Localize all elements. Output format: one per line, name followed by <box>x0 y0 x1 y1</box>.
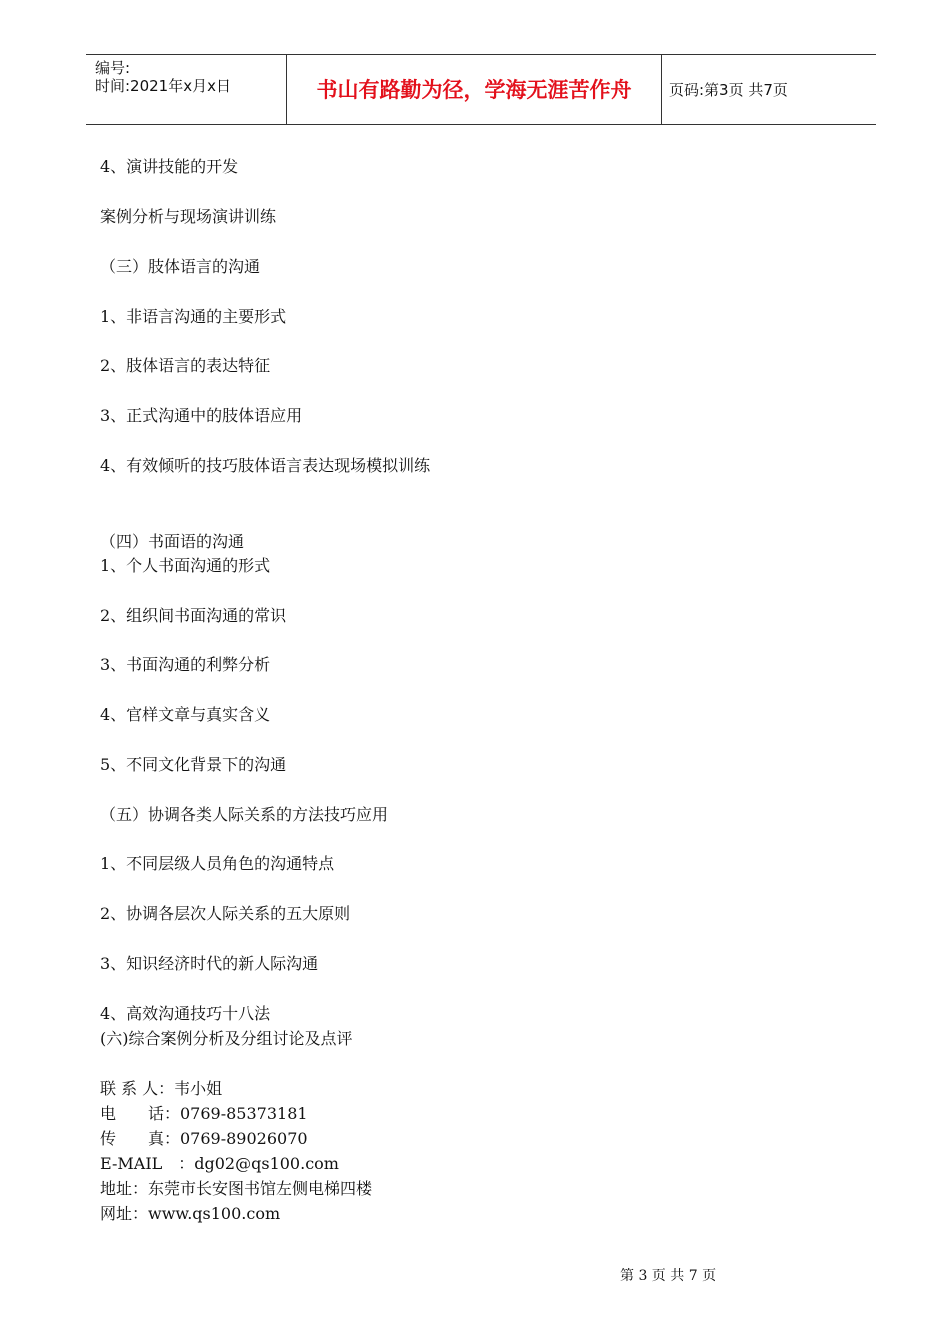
header-motto: 书山有路勤为径，学海无涯苦作舟 <box>316 78 632 102</box>
section-heading: （四）书面语的沟通 <box>100 532 245 551</box>
body-line: 4、演讲技能的开发 <box>100 157 239 176</box>
time-label: 时间:2021年x月x日 <box>95 77 231 95</box>
body-line: 4、官样文章与真实含义 <box>100 705 271 724</box>
body-line: 2、组织间书面沟通的常识 <box>100 606 287 625</box>
contact-fax: 传 真：0769-89026070 <box>100 1129 308 1148</box>
body-line: 1、不同层级人员角色的沟通特点 <box>100 854 335 873</box>
serial-number-label: 编号: <box>95 59 131 77</box>
body-line: 5、不同文化背景下的沟通 <box>100 755 287 774</box>
body-line: 2、协调各层次人际关系的五大原则 <box>100 904 351 923</box>
contact-website: 网址：www.qs100.com <box>100 1204 281 1223</box>
body-line: 3、正式沟通中的肢体语应用 <box>100 406 303 425</box>
header-page-number: 页码:第3页 共7页 <box>669 81 788 99</box>
contact-email: E-MAIL ：dg02@qs100.com <box>100 1154 339 1173</box>
body-line: 4、高效沟通技巧十八法 <box>100 1004 271 1023</box>
footer-page-indicator: 第 3 页 共 7 页 <box>620 1268 717 1284</box>
page-header <box>86 54 876 125</box>
section-heading: (六)综合案例分析及分组讨论及点评 <box>100 1029 353 1048</box>
section-heading: （五）协调各类人际关系的方法技巧应用 <box>100 805 389 824</box>
header-page-cell <box>661 55 876 124</box>
body-line: 1、非语言沟通的主要形式 <box>100 307 287 326</box>
contact-phone: 电 话：0769-85373181 <box>100 1104 308 1123</box>
body-line: 2、肢体语言的表达特征 <box>100 356 271 375</box>
section-heading: （三）肢体语言的沟通 <box>100 257 261 276</box>
body-line: 3、书面沟通的利弊分析 <box>100 655 271 674</box>
contact-person: 联 系 人：韦小姐 <box>100 1079 223 1098</box>
body-line: 1、个人书面沟通的形式 <box>100 556 271 575</box>
contact-address: 地址：东莞市长安图书馆左侧电梯四楼 <box>100 1179 373 1198</box>
body-line: 4、有效倾听的技巧肢体语言表达现场模拟训练 <box>100 456 431 475</box>
header-motto-cell <box>286 55 662 124</box>
header-info-cell <box>86 55 286 124</box>
body-line: 3、知识经济时代的新人际沟通 <box>100 954 319 973</box>
body-line: 案例分析与现场演讲训练 <box>100 207 277 226</box>
